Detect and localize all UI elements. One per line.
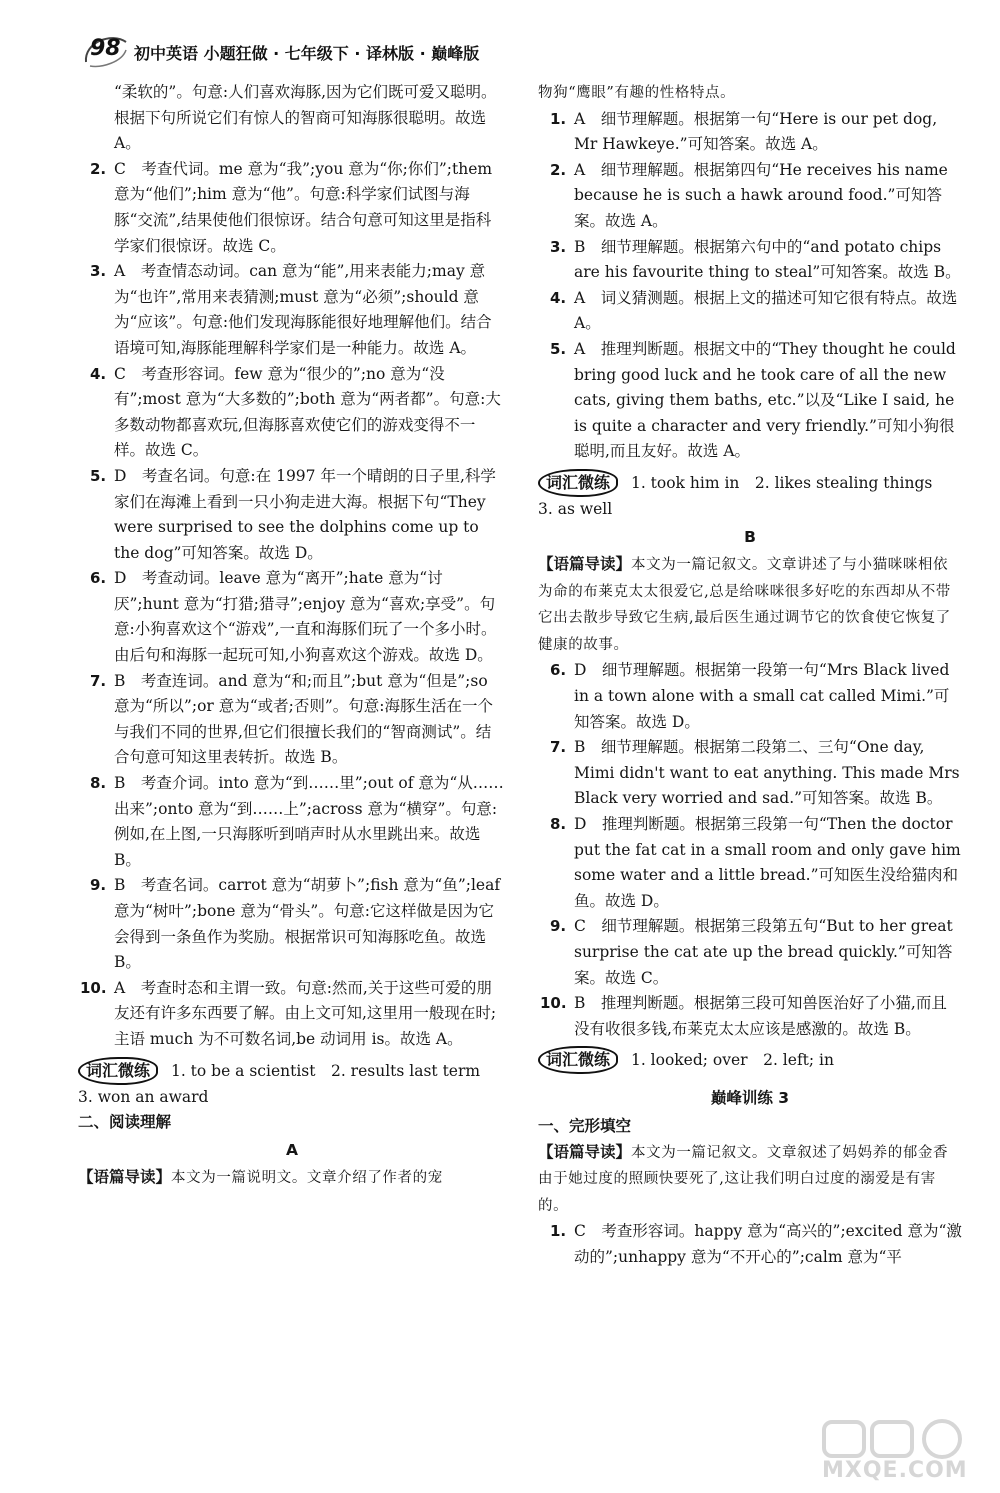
book-title: 初中英语 小题狂做 · 七年级下 · 译林版 · 巅峰版 (134, 44, 480, 63)
answer-item (538, 658, 962, 735)
right-column (538, 80, 962, 1271)
vocab-practice-label: 词汇微练 (538, 1046, 618, 1074)
vocab-practice (538, 469, 962, 497)
vocab-answers: 1. took him in 2. likes stealing things (630, 473, 933, 492)
page-number-badge (82, 32, 128, 68)
answer-text: A 词义猜测题。根据上文的描述可知它很有特点。故选 A。 (574, 288, 958, 333)
answer-text: B 考查连词。and 意为“和;而且”;but 意为“但是”;so 意为“所以”;or 意为“或者;否则”。句意:海豚生活在一个与我们不同的世界,但它们很擅长我们的“智商测试”。结合句意可知这里表转折。故选 B。 (114, 671, 494, 767)
answer-continuation: “柔软的”。句意:人们喜欢海豚,因为它们既可爱又聪明。根据下句所说它们有惊人的智商可知海豚很聪明。故选 A。 (114, 83, 497, 153)
answer-item (538, 991, 962, 1042)
answer-item (78, 669, 506, 771)
answer-text: C 考查形容词。happy 意为“高兴的”;excited 意为“激动的”;unhappy 意为“不开心的”;calm 意为“平 (574, 1222, 962, 1266)
answer-text: D 考查名词。句意:在 1997 年一个晴朗的日子里,科学家们在海滩上看到一只小狗走进大海。根据下句“They were surprised to see the dolphins come up to the dog”可知答案。故选 D。 (114, 466, 496, 562)
answer-number: 4. (90, 364, 107, 383)
left-column (78, 80, 506, 1192)
passage-letter: A (286, 1140, 298, 1159)
answer-number: 1. (550, 1222, 567, 1241)
answer-text: C 考查代词。me 意为“我”;you 意为“你;你们”;them 意为“他们”;him 意为“他”。句意:科学家们试图与海豚“交流”,结果使他们很惊讶。结合句意可知这里是指科学家们很惊讶。故选 C。 (114, 159, 493, 255)
answer-text: A 推理判断题。根据文中的“They thought he could bring good luck and he took care of all the new cats, giving them baths, etc.”以及“Like I said, he is quite a character and very friendly.”可知小狗很聪明,而且友好。故选 A。 (574, 339, 956, 461)
vocab-answers: 1. to be a scientist 2. results last term (170, 1061, 481, 1080)
passage-guide (538, 1140, 962, 1220)
answer-text: D 细节理解题。根据第一段第一句“Mrs Black lived in a town alone with a small cat called Mimi.”可知答案。故选 D。 (574, 661, 950, 731)
answer-number: 10. (540, 994, 567, 1013)
answer-item (538, 735, 962, 812)
page-number: 98 (90, 36, 121, 61)
passage-guide-text: 本文为一篇记叙文。文章讲述了与小猫咪咪相依为命的布莱克太太很爱它,总是给咪咪很多好吃的东西却从不带它出去散步导致它生病,最后医生通过调节它的饮食使它恢复了健康的故事。 (538, 557, 951, 653)
answer-number: 7. (550, 738, 567, 757)
answer-number: 2. (90, 159, 107, 178)
answer-item (78, 873, 506, 975)
vocab-practice (538, 1046, 962, 1074)
answer-text: B 考查名词。carrot 意为“胡萝卜”;fish 意为“鱼”;leaf 意为“树叶”;bone 意为“骨头”。句意:它这样做是因为它会得到一条鱼作为奖励。根据常识可知海豚吃鱼。故选 B。 (114, 876, 501, 972)
vocab-answers-line: 3. won an award (78, 1087, 209, 1106)
answer-item (78, 259, 506, 361)
watermark-logo (818, 1418, 978, 1484)
subsection-heading: 一、完形填空 (538, 1116, 632, 1135)
vocab-practice (78, 1057, 506, 1085)
answer-number: 2. (550, 160, 567, 179)
passage-guide-continuation (538, 80, 962, 107)
answer-text: D 推理判断题。根据第三段第一句“Then the doctor put the fat cat in a small room and only gave him some water and a little bread.”可知医生没给猫肉和鱼。故选 D。 (574, 815, 961, 910)
answer-number: 6. (90, 569, 107, 588)
answer-number: 8. (90, 774, 107, 793)
answer-number: 8. (550, 815, 567, 834)
answer-item (78, 464, 506, 566)
answer-text: A 考查情态动词。can 意为“能”,用来表能力;may 意为“也许”,常用来表猜测;must 意为“必须”;should 意为“应该”。句意:他们发现海豚能很好地理解他们。结合语境可知,海豚能理解科学家们是一种能力。故选 A。 (114, 262, 492, 357)
answer-item (78, 976, 506, 1053)
answer-number: 4. (550, 288, 567, 307)
passage-guide-text: 本文为一篇记叙文。文章叙述了妈妈养的郁金香由于她过度的照顾快要死了,这让我们明白过度的溺爱是有害的。 (538, 1144, 949, 1214)
answer-text: B 细节理解题。根据第六句中的“and potato chips are his favourite thing to steal”可知答案。故选 B。 (574, 237, 961, 282)
answer-text: A 细节理解题。根据第一句“Here is our pet dog, Mr Hawkeye.”可知答案。故选 A。 (574, 109, 938, 154)
answer-item (78, 157, 506, 259)
answer-text: A 考查时态和主谓一致。句意:然而,关于这些可爱的朋友还有许多东西要了解。由上文可知,这里用一般现在时;主语 much 为不可数名词,be 动词用 is。故选 A。 (114, 978, 497, 1048)
passage-guide-tag: 【语篇导读】 (78, 1168, 172, 1187)
vocab-practice-label: 词汇微练 (78, 1057, 158, 1085)
answer-text: D 考查动词。leave 意为“离开”;hate 意为“讨厌”;hunt 意为“打猎;猎寻”;enjoy 意为“喜欢;享受”。句意:小狗喜欢这个“游戏”,一直和海豚们玩了一个多小时。由后句和海豚一起玩可知,小狗喜欢这个游戏。故选 D。 (114, 569, 497, 665)
vocab-answers-line: 3. as well (538, 499, 613, 518)
answer-number: 10. (80, 978, 107, 997)
answer-number: 9. (550, 917, 567, 936)
answer-item (78, 566, 506, 668)
passage-guide-tag: 【语篇导读】 (538, 555, 632, 574)
answer-number: 5. (550, 339, 567, 358)
answer-number: 9. (90, 876, 107, 895)
answer-text: A 细节理解题。根据第四句“He receives his name because he is such a hawk around food.”可知答案。故选 A。 (574, 160, 948, 230)
answer-text: C 考查形容词。few 意为“很少的”;no 意为“没有”;most 意为“大多数的”;both 意为“两者都”。句意:大多数动物都喜欢玩,但海豚喜欢使它们的游戏变得不一样。故选 C。 (114, 364, 501, 460)
answer-item (538, 337, 962, 465)
section-heading: 二、阅读理解 (78, 1113, 172, 1132)
passage-guide (538, 552, 962, 658)
watermark-emblem-icon (818, 1418, 978, 1462)
vocab-answers: 1. looked; over 2. left; in (630, 1051, 834, 1070)
page-header (82, 32, 542, 72)
passage-guide-tag: 【语篇导读】 (538, 1142, 632, 1161)
answer-item (538, 914, 962, 991)
answer-item (538, 286, 962, 337)
passage-guide-text: 物狗“鹰眼”有趣的性格特点。 (538, 85, 736, 101)
passage-guide (78, 1165, 506, 1192)
answer-text: B 推理判断题。根据第三段可知兽医治好了小猫,而且没有收很多钱,布莱克太太应该是感激的。故选 B。 (574, 994, 947, 1038)
answer-item (538, 235, 962, 286)
answer-item (78, 362, 506, 464)
answer-text: B 细节理解题。根据第二段第二、三句“One day, Mimi didn't want to eat anything. This made Mrs Black very worried and sad.”可知答案。故选 B。 (574, 738, 960, 808)
watermark-text: MXQE.COM (822, 1458, 968, 1483)
answer-number: 1. (550, 109, 567, 128)
answer-item (538, 158, 962, 235)
passage-letter: B (744, 527, 756, 546)
answer-number: 5. (90, 466, 107, 485)
answer-text: B 考查介词。into 意为“到……里”;out of 意为“从……出来”;onto 意为“到……上”;across 意为“横穿”。句意:例如,在上图,一只海豚听到哨声时从水里跳出来。故选 B。 (114, 774, 504, 869)
answer-item (538, 1219, 962, 1270)
answer-item (538, 812, 962, 914)
answer-number: 3. (90, 262, 107, 281)
section-title: 巅峰训练 3 (710, 1089, 790, 1108)
answer-number: 3. (550, 237, 567, 256)
vocab-practice-label: 词汇微练 (538, 469, 618, 497)
answer-text: C 细节理解题。根据第三段第五句“But to her great surprise the cat ate up the bread quickly.”可知答案。故选 C。 (574, 917, 953, 987)
answer-item (78, 771, 506, 873)
answer-number: 7. (90, 671, 107, 690)
answer-item (538, 107, 962, 158)
answer-number: 6. (550, 661, 567, 680)
passage-guide-text: 本文为一篇说明文。文章介绍了作者的宠 (171, 1170, 443, 1187)
